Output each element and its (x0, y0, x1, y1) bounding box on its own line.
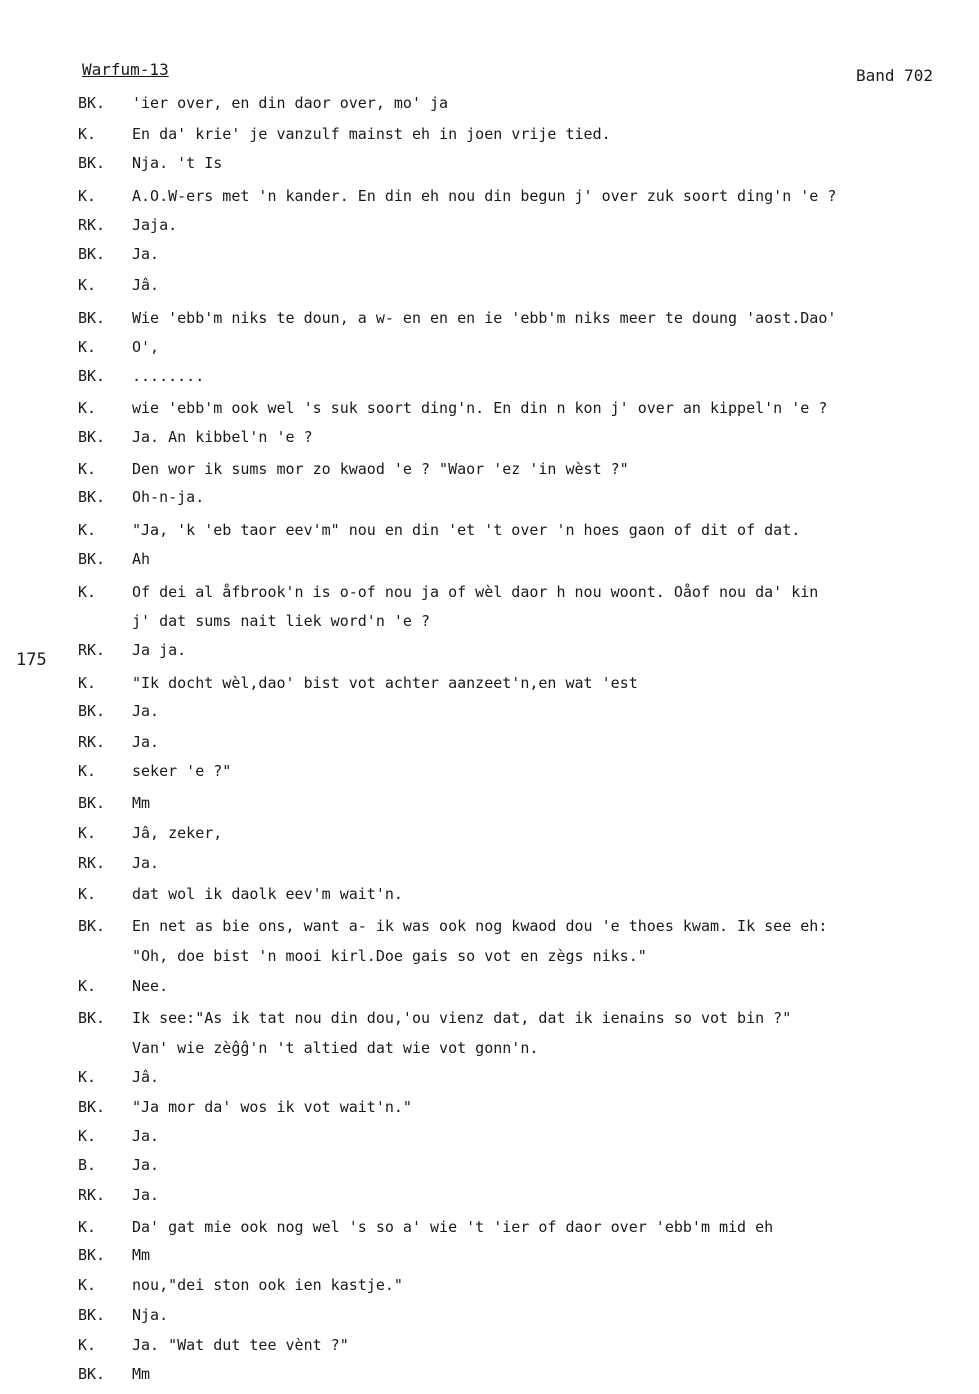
speaker-label: BK. (78, 245, 106, 263)
utterance-text: En net as bie ons, want a- ik was ook nog kwaod dou 'e thoes kwam. Ik see eh: (132, 917, 828, 935)
utterance-continuation-text: j' dat sums nait liek word'n 'e ? (132, 612, 431, 630)
utterance-text: Wie 'ebb'm niks te doun, a w- en en en ie 'ebb'm niks meer te doung 'aost.Dao' (132, 309, 837, 327)
margin-counter-note: 175 (16, 650, 47, 670)
utterance-text: Ja. (132, 1186, 160, 1204)
utterance-text: Mm (132, 794, 151, 812)
speaker-label: K. (78, 1276, 97, 1294)
utterance-text: dat wol ik daolk eev'm wait'n. (132, 885, 403, 903)
speaker-label: BK. (78, 550, 106, 568)
utterance-text: "Ja, 'k 'eb taor eev'm" nou en din 'et 't over 'n hoes gaon of dit of dat. (132, 521, 801, 539)
utterance-text: Mm (132, 1365, 151, 1383)
page-header-tape: Band 702 (856, 66, 934, 85)
utterance-text: Nja. (132, 1306, 169, 1324)
speaker-label: K. (78, 1068, 97, 1086)
speaker-label: BK. (78, 1009, 106, 1027)
speaker-label: BK. (78, 94, 106, 112)
speaker-label: BK. (78, 428, 106, 446)
utterance-text: Den wor ik sums mor zo kwaod 'e ? "Waor 'ez 'in wèst ?" (132, 460, 629, 478)
utterance-text: Ja. (132, 854, 160, 872)
speaker-label: BK. (78, 1098, 106, 1116)
speaker-label: RK. (78, 733, 106, 751)
speaker-label: BK. (78, 917, 106, 935)
speaker-label: K. (78, 1218, 97, 1236)
speaker-label: RK. (78, 1186, 106, 1204)
utterance-continuation-text: "Oh, doe bist 'n mooi kirl.Doe gais so vot en zègs niks." (132, 947, 647, 965)
utterance-text: Ja. (132, 733, 160, 751)
utterance-text: Ja. "Wat dut tee vènt ?" (132, 1336, 349, 1354)
utterance-text: Ah (132, 550, 151, 568)
utterance-text: A.O.W-ers met 'n kander. En din eh nou din begun j' over zuk soort ding'n 'e ? (132, 187, 837, 205)
utterance-text: ........ (132, 367, 205, 385)
speaker-label: BK. (78, 1246, 106, 1264)
utterance-text: Nee. (132, 977, 169, 995)
speaker-label: RK. (78, 854, 106, 872)
speaker-label: K. (78, 338, 97, 356)
utterance-text: Of dei al åfbrook'n is o-of nou ja of wèl daor h nou woont. Oåof nou da' kin (132, 583, 819, 601)
utterance-text: Jâ. (132, 1068, 160, 1086)
utterance-text: seker 'e ?" (132, 762, 232, 780)
utterance-continuation-text: Van' wie zèĝĝ'n 't altied dat wie vot gonn'n. (132, 1039, 539, 1057)
speaker-label: K. (78, 762, 97, 780)
utterance-text: nou,"dei ston ook ien kastje." (132, 1276, 403, 1294)
speaker-label: BK. (78, 309, 106, 327)
utterance-text: "Ja mor da' wos ik vot wait'n." (132, 1098, 412, 1116)
speaker-label: K. (78, 187, 97, 205)
speaker-label: K. (78, 1127, 97, 1145)
utterance-text: Ja. (132, 245, 160, 263)
speaker-label: K. (78, 977, 97, 995)
utterance-text: Jaja. (132, 216, 178, 234)
utterance-text: Nja. 't Is (132, 154, 223, 172)
speaker-label: RK. (78, 641, 106, 659)
utterance-text: Da' gat mie ook nog wel 's so a' wie 't 'ier of daor over 'ebb'm mid eh (132, 1218, 774, 1236)
utterance-text: 'ier over, en din daor over, mo' ja (132, 94, 449, 112)
utterance-text: Ja ja. (132, 641, 187, 659)
utterance-text: Jâ, zeker, (132, 824, 223, 842)
speaker-label: K. (78, 460, 97, 478)
speaker-label: K. (78, 824, 97, 842)
utterance-text: wie 'ebb'm ook wel 's suk soort ding'n. En din n kon j' over an kippel'n 'e ? (132, 399, 828, 417)
speaker-label: BK. (78, 488, 106, 506)
speaker-label: BK. (78, 1306, 106, 1324)
utterance-text: Ik see:"As ik tat nou din dou,'ou vienz dat, dat ik ienains so vot bin ?" (132, 1009, 792, 1027)
speaker-label: K. (78, 399, 97, 417)
utterance-text: En da' krie' je vanzulf mainst eh in joen vrije tied. (132, 125, 611, 143)
page-header-location: Warfum-13 (82, 60, 169, 79)
speaker-label: BK. (78, 367, 106, 385)
utterance-text: Jâ. (132, 276, 160, 294)
speaker-label: K. (78, 125, 97, 143)
utterance-text: Ja. (132, 1127, 160, 1145)
speaker-label: RK. (78, 216, 106, 234)
speaker-label: BK. (78, 1365, 106, 1383)
utterance-text: Mm (132, 1246, 151, 1264)
speaker-label: K. (78, 885, 97, 903)
utterance-text: O', (132, 338, 160, 356)
utterance-text: Ja. An kibbel'n 'e ? (132, 428, 313, 446)
speaker-label: B. (78, 1156, 97, 1174)
utterance-text: Oh-n-ja. (132, 488, 205, 506)
utterance-text: Ja. (132, 702, 160, 720)
utterance-text: Ja. (132, 1156, 160, 1174)
speaker-label: BK. (78, 154, 106, 172)
speaker-label: K. (78, 674, 97, 692)
speaker-label: K. (78, 276, 97, 294)
utterance-text: "Ik docht wèl,dao' bist vot achter aanzeet'n,en wat 'est (132, 674, 638, 692)
speaker-label: BK. (78, 702, 106, 720)
speaker-label: BK. (78, 794, 106, 812)
speaker-label: K. (78, 583, 97, 601)
speaker-label: K. (78, 521, 97, 539)
speaker-label: K. (78, 1336, 97, 1354)
